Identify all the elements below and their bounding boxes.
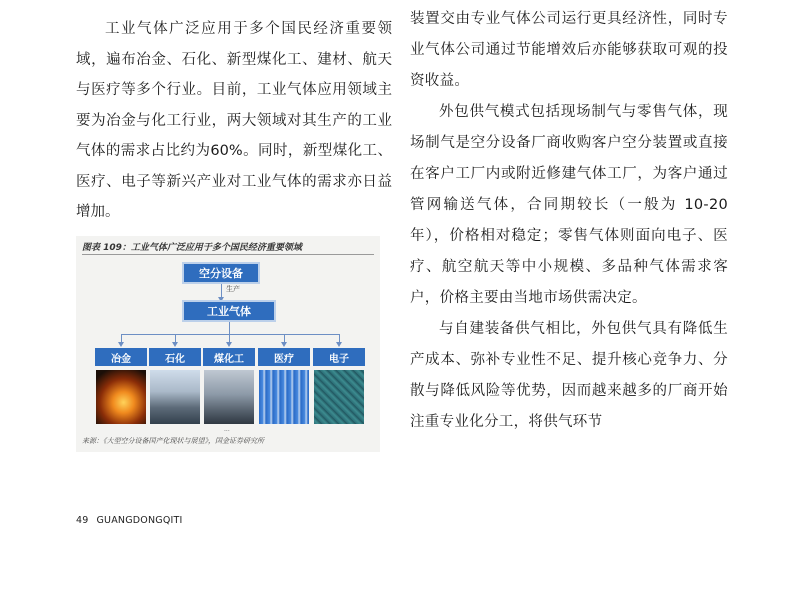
gas-cylinders-image [259, 370, 309, 424]
metallurgy-image [96, 370, 146, 424]
category-medical: 医疗 [258, 348, 310, 366]
footer-brand: GUANGDONGQITI [96, 515, 183, 526]
category-electronics: 电子 [313, 348, 365, 366]
left-column [76, 14, 392, 228]
category-metallurgy: 冶金 [95, 348, 147, 366]
left-paragraph: 工业气体广泛应用于多个国民经济重要领域，遍布冶金、石化、新型煤化工、建材、航天与医疗等多个行业。目前，工业气体应用领域主要为冶金与化工行业，两大领域对其生产的工业气体的需求占比约为60%。同时，新型煤化工、医疗、电子等新兴产业对工业气体的需求亦日益增加。 [76, 21, 392, 220]
figure-title: 图表 109：工业气体广泛应用于多个国民经济重要领域 [82, 243, 302, 253]
figure-ellipsis: ... [224, 426, 230, 433]
right-column [410, 4, 728, 438]
category-coal-chemical: 煤化工 [203, 348, 255, 366]
industrial-gas-box: 工业气体 [184, 302, 274, 320]
figure-source: 来源：《大型空分设备国产化现状与展望》，国金证券研究所 [82, 437, 264, 445]
air-separation-box: 空分设备 [184, 264, 258, 282]
page-number: 49 [76, 515, 89, 526]
produce-label: 生产 [226, 285, 240, 293]
right-paragraph-advantages: 与自建装备供气相比，外包供气具有降低生产成本、弥补专业性不足、提升核心竞争力、分散与降低风险等优势，因而越来越多的厂商开始注重专业化分工，将供气环节 [410, 321, 728, 430]
industry-figure [76, 236, 380, 452]
petrochemical-plant-image [150, 370, 200, 424]
connector-air-to-gas [221, 284, 222, 298]
coal-chemical-plant-image [204, 370, 254, 424]
arrow-down-icon [336, 342, 342, 347]
figure-title-divider [82, 254, 374, 255]
right-paragraph-outsourcing-modes: 外包供气模式包括现场制气与零售气体，现场制气是空分设备厂商收购客户空分装置或直接在客户工厂内或附近修建气体工厂，为客户通过管网输送气体，合同期较长（一般为 10-20 年），价格相对稳定；零售气体则面向电子、医疗、航空航天等中小规模、多品种气体需求客户，价格主要由当地市场供需决定。 [410, 104, 728, 306]
right-paragraph-continued: 装置交由专业气体公司运行更具经济性，同时专业气体公司通过节能增效后亦能够获取可观的投资收益。 [410, 11, 728, 89]
arrow-down-icon [172, 342, 178, 347]
connector-gas-trunk [229, 322, 230, 334]
category-petrochemical: 石化 [149, 348, 201, 366]
connector-branch-bar [121, 334, 339, 335]
circuit-board-image [314, 370, 364, 424]
arrow-down-icon [281, 342, 287, 347]
arrow-down-icon [118, 342, 124, 347]
arrow-down-icon [226, 342, 232, 347]
page-footer [76, 515, 191, 526]
